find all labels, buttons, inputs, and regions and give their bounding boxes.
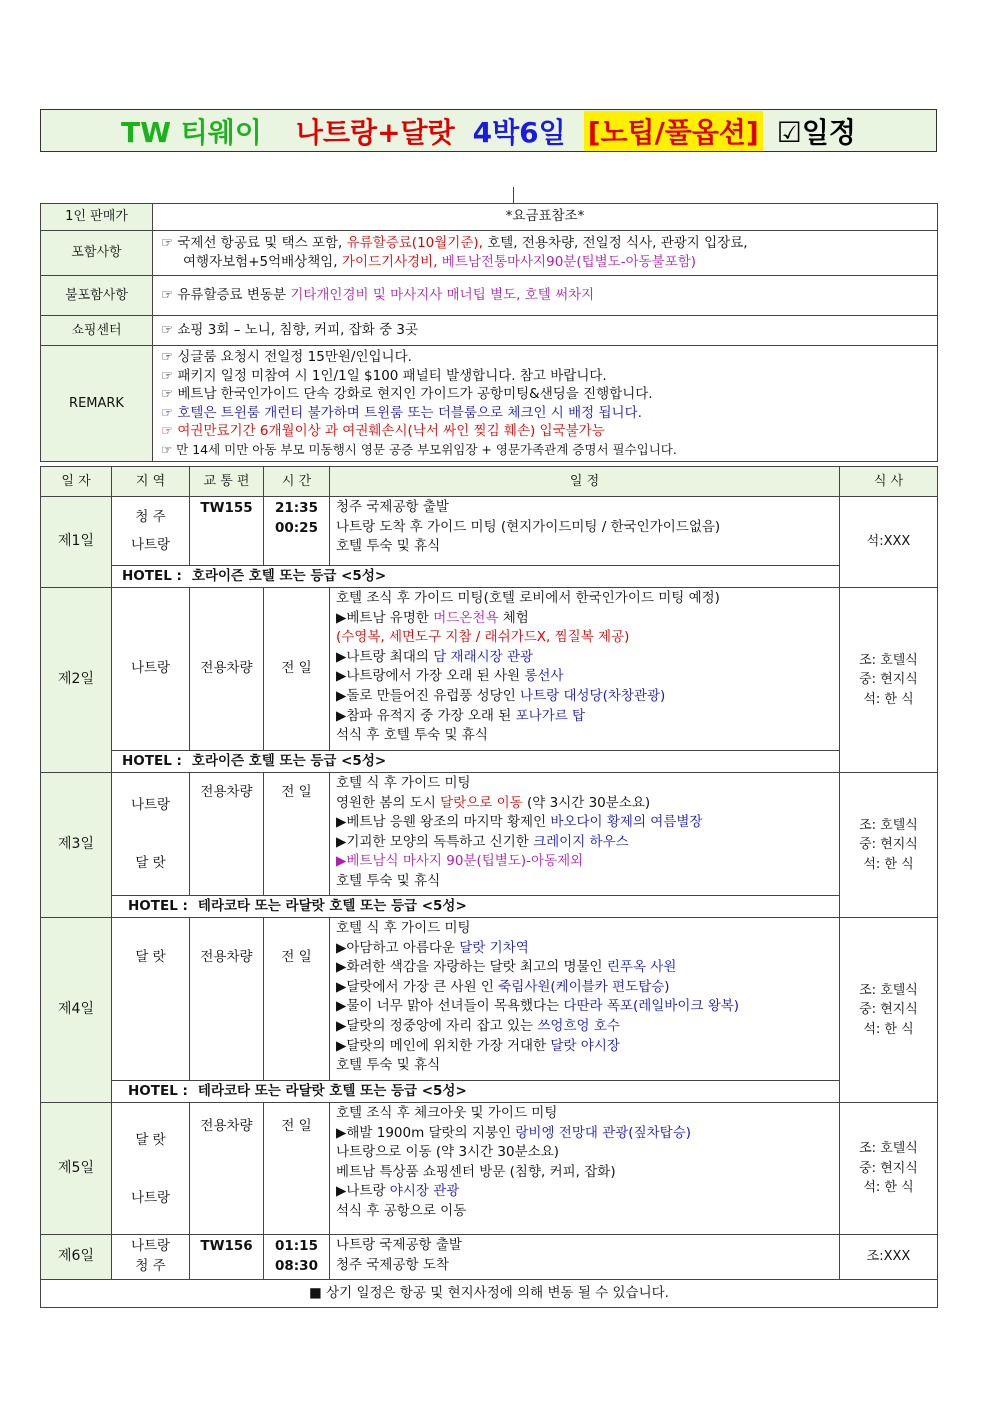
schedule-header-row — [41, 467, 938, 497]
region-spacer — [112, 816, 189, 852]
hotel-cell — [112, 1081, 840, 1103]
plan-line — [336, 794, 839, 814]
schedule-table — [40, 466, 938, 1308]
excluded-text: ☞ 유류할증료 변동분 — [161, 286, 291, 303]
excluded-extra: 기타개인경비 및 마사지사 매너팁 별도, 호텔 써차지 — [290, 286, 595, 303]
plan-text: ▶해발 1900m 달랏의 지붕인 — [336, 1124, 516, 1141]
day-label: 제4일 — [41, 918, 112, 1103]
header-time: 시 간 — [264, 467, 330, 497]
plan-text: ▶아담하고 아름다운 — [336, 939, 460, 956]
meal-cell — [840, 1103, 938, 1235]
meal-dinner: 석: 한 식 — [863, 1180, 914, 1196]
plan-highlight: 담 재래시장 관광 — [433, 648, 534, 665]
remark-line: ☞ 만 14세 미만 아동 부모 미동행시 영문 공증 부모위임장 + 영문가족관계 증명서 필수입니다. — [161, 441, 677, 457]
plan-highlight: 다딴라 폭포(레일바이크 왕복) — [563, 998, 740, 1015]
included-insurance: 여행자보험+5억배상책임, — [183, 254, 342, 270]
remark-value — [153, 346, 938, 462]
hotel-row — [41, 896, 938, 918]
header-region: 지 역 — [112, 467, 190, 497]
plan-line: 호텔 투숙 및 휴식 — [336, 538, 441, 555]
shopping-label: 쇼핑센터 — [41, 316, 153, 346]
remark-label: REMARK — [41, 346, 153, 462]
price-row — [41, 204, 938, 231]
plan-highlight: 포나가르 탑 — [515, 707, 586, 724]
region-cell — [112, 1103, 190, 1235]
region-bottom: 청 주 — [135, 1258, 166, 1274]
remark-row — [41, 346, 938, 462]
hotel-label: HOTEL : — [122, 567, 182, 584]
meal-breakfast: 조: 호텔식 — [859, 817, 918, 833]
plan-line: 호텔 투숙 및 휴식 — [336, 872, 441, 889]
region-top: 나트랑 — [130, 797, 171, 813]
plan-line — [336, 1017, 839, 1037]
plan-cell — [330, 497, 840, 566]
excluded-label: 불포함사항 — [41, 276, 153, 316]
meal-cell — [840, 918, 938, 1103]
plan-line — [336, 939, 839, 959]
plan-line: 호텔 식 후 가이드 미팅 — [336, 775, 471, 791]
hotel-name: 테라코타 또는 라달랏 호텔 또는 등급 <5성> — [197, 897, 467, 914]
plan-line — [336, 978, 839, 998]
included-line-2 — [161, 253, 937, 273]
transport-cell: TW156 — [190, 1235, 264, 1280]
transport-cell: 전용차량 — [190, 773, 264, 896]
day-label: 제2일 — [41, 588, 112, 773]
header-transport: 교 통 편 — [190, 467, 264, 497]
plan-line — [336, 707, 839, 727]
plan-line: 호텔 투숙 및 휴식 — [336, 1057, 441, 1074]
day-row — [41, 1103, 938, 1235]
included-value — [153, 231, 938, 276]
price-label: 1인 판매가 — [41, 204, 153, 231]
region-spacer — [112, 1151, 189, 1187]
remark-line: ☞ 여권만료기간 6개월이상 과 여권훼손시(낙서 싸인 찢김 훼손) 입국불가능 — [161, 423, 605, 439]
plan-line: ▶베트남식 마사지 90분(팁별도)-아동제외 — [336, 853, 584, 870]
plan-highlight: 죽림사원(케이블카 편도탑승) — [498, 978, 670, 995]
time-cell: 전 일 — [264, 918, 330, 1081]
hotel-name: 호라이즌 호텔 또는 등급 <5성> — [191, 567, 387, 584]
meal-dinner: 석: 한 식 — [863, 691, 914, 707]
included-text-2: 호텔, 전용차량, 전일정 식사, 관광지 입장료, — [482, 234, 748, 251]
hotel-label: HOTEL : — [128, 1082, 188, 1099]
hotel-row — [41, 1081, 938, 1103]
title-brand: TW 티웨이 — [121, 115, 262, 149]
transport-cell: 전용차량 — [190, 918, 264, 1081]
included-guide-fee: 가이드기사경비, — [341, 254, 438, 270]
plan-highlight: 린푸옥 사원 — [606, 959, 677, 976]
divider-tick — [513, 187, 514, 203]
plan-text: ▶기괴한 모양의 독특하고 신기한 — [336, 833, 534, 850]
time-cell: 전 일 — [264, 588, 330, 751]
included-line-1 — [161, 234, 937, 254]
meal-dinner: 석: 한 식 — [863, 1021, 914, 1037]
plan-line — [336, 687, 839, 707]
plan-line: 청주 국제공항 도착 — [336, 1256, 449, 1273]
transport-cell: 전용차량 — [190, 588, 264, 751]
plan-line: 나트랑으로 이동 (약 3시간 30분소요) — [336, 1144, 559, 1161]
plan-line: (수영복, 세면도구 지참 / 래쉬가드X, 찜질복 제공) — [336, 629, 630, 646]
plan-line — [336, 1124, 839, 1144]
plan-text: ▶달랏의 메인에 위치한 가장 거대한 — [336, 1037, 551, 1054]
region-top: 나트랑 — [130, 1238, 171, 1255]
excluded-value — [153, 276, 938, 316]
time-cell — [264, 497, 330, 566]
plan-text: ▶돌로 만들어진 유럽풍 성당인 — [336, 687, 521, 704]
plan-highlight: 바오다이 황제의 여름별장 — [550, 814, 703, 831]
plan-line: 나트랑 국제공항 출발 — [336, 1237, 462, 1253]
time-cell: 전 일 — [264, 773, 330, 896]
plan-line — [336, 833, 839, 853]
hotel-cell — [112, 566, 840, 588]
included-massage: 베트남전통마사지90분(팁별도-아동불포함) — [437, 254, 697, 270]
plan-text: 영원한 봄의 도시 — [336, 794, 441, 811]
price-value: *요금표참조* — [153, 204, 938, 231]
plan-highlight: 머드온천욕 — [433, 609, 499, 626]
plan-line: 나트랑 도착 후 가이드 미팅 (현지가이드미팅 / 한국인가이드없음) — [336, 518, 721, 535]
meal-lunch: 중: 현지식 — [859, 1160, 918, 1176]
hotel-label: HOTEL : — [128, 897, 188, 914]
region-cell: 나트랑 — [112, 588, 190, 751]
transport-cell: TW155 — [190, 497, 264, 566]
day-row — [41, 588, 938, 751]
day-row — [41, 918, 938, 1081]
footer-row — [41, 1280, 938, 1308]
shopping-value: ☞ 쇼핑 3회 – 노니, 침향, 커피, 잡화 중 3곳 — [153, 316, 938, 346]
plan-line — [336, 1182, 839, 1202]
plan-cell — [330, 1103, 840, 1235]
region-bottom: 나트랑 — [130, 537, 171, 553]
hotel-row — [41, 566, 938, 588]
plan-line — [336, 667, 839, 687]
title-nights: 4박6일 — [472, 115, 566, 149]
info-table — [40, 203, 938, 462]
region-cell — [112, 1235, 190, 1280]
title-route: 나트랑+달랏 — [295, 115, 455, 149]
included-row — [41, 231, 938, 276]
plan-highlight: 쓰엉흐엉 호수 — [537, 1017, 620, 1034]
header-day: 일 자 — [41, 467, 112, 497]
region-cell — [112, 497, 190, 566]
time-top: 21:35 — [275, 500, 318, 516]
region-bottom: 달 랏 — [135, 855, 166, 871]
meal-breakfast: 조: 호텔식 — [859, 1141, 918, 1157]
plan-line: 청주 국제공항 출발 — [336, 499, 449, 515]
meal-lunch: 중: 현지식 — [859, 672, 918, 688]
region-top: 달 랏 — [135, 1131, 166, 1148]
plan-line: 석식 후 공항으로 이동 — [336, 1202, 467, 1219]
hotel-name: 호라이즌 호텔 또는 등급 <5성> — [191, 752, 387, 769]
plan-cell — [330, 773, 840, 896]
meal-cell — [840, 773, 938, 918]
plan-text: ▶화려한 색감을 자랑하는 달랏 최고의 명물인 — [336, 959, 607, 976]
region-bottom: 나트랑 — [130, 1189, 171, 1206]
remark-line: ☞ 패키지 일정 미참여 시 1인/1일 $100 패널티 발생합니다. 참고 바랍니다. — [161, 367, 607, 384]
day-label: 제6일 — [41, 1235, 112, 1280]
day-row — [41, 773, 938, 896]
plan-highlight: 달랏 기차역 — [459, 939, 529, 956]
plan-text: ▶나트랑 — [336, 1183, 390, 1200]
included-fuel: 유류할증료(10월기준), — [346, 234, 483, 251]
remark-line: ☞ 싱글룸 요청시 전일정 15만원/인입니다. — [161, 349, 412, 365]
hotel-cell — [112, 751, 840, 773]
region-cell — [112, 773, 190, 896]
meal-dinner: 석: 한 식 — [863, 856, 914, 872]
title-schedule: ☑일정 — [776, 115, 856, 149]
meal-cell: 조:XXX — [840, 1235, 938, 1280]
plan-line — [336, 609, 839, 629]
hotel-row — [41, 751, 938, 773]
plan-line — [336, 648, 839, 668]
remark-line: ☞ 호텔은 트윈룸 개런티 불가하며 트윈룸 또는 더블룸으로 체크인 시 배정 됩니다. — [161, 404, 642, 421]
plan-line: 석식 후 호텔 투숙 및 휴식 — [336, 727, 488, 744]
plan-line — [336, 958, 839, 978]
hotel-name: 테라코타 또는 라달랏 호텔 또는 등급 <5성> — [197, 1082, 467, 1099]
plan-text: ▶나트랑에서 가장 오래 된 사원 — [336, 668, 525, 685]
day-label: 제5일 — [41, 1103, 112, 1235]
day-label: 제3일 — [41, 773, 112, 918]
included-text: ☞ 국제선 항공료 및 택스 포함, — [161, 234, 347, 251]
plan-highlight: 크레이지 하우스 — [533, 833, 629, 850]
time-bottom: 08:30 — [275, 1258, 318, 1274]
footer-note: ■ 상기 일정은 항공 및 현지사정에 의해 변동 될 수 있습니다. — [41, 1280, 938, 1308]
plan-highlight: 달랏으로 이동 — [440, 794, 523, 811]
plan-highlight: 야시장 관광 — [389, 1183, 460, 1200]
time-top: 01:15 — [275, 1238, 318, 1255]
plan-highlight: 롱선사 — [524, 668, 564, 685]
plan-text: ▶나트랑 최대의 — [336, 648, 434, 665]
plan-highlight: 달랏 야시장 — [550, 1037, 620, 1054]
plan-text: ▶베트남 유명한 — [336, 609, 434, 626]
plan-line — [336, 1037, 839, 1057]
plan-text: ▶참파 유적지 중 가장 오래 된 — [336, 707, 516, 724]
plan-line: 호텔 조식 후 가이드 미팅(호텔 로비에서 한국인가이드 미팅 예정) — [336, 590, 720, 606]
plan-highlight: 랑비엥 전망대 관광(짚차탑승) — [515, 1124, 691, 1141]
header-meal: 식 사 — [840, 467, 938, 497]
plan-cell — [330, 918, 840, 1081]
included-label: 포함사항 — [41, 231, 153, 276]
hotel-cell — [112, 896, 840, 918]
time-bottom: 00:25 — [275, 519, 318, 536]
region-top: 청 주 — [135, 509, 166, 525]
plan-text: ▶베트남 응웬 왕조의 마지막 황제인 — [336, 814, 551, 831]
plan-text: ▶달랏의 정중앙에 자리 잡고 있는 — [336, 1017, 538, 1034]
region-cell: 달 랏 — [112, 918, 190, 1081]
plan-text: 체험 — [498, 609, 529, 626]
time-cell: 전 일 — [264, 1103, 330, 1235]
day-row — [41, 1235, 938, 1280]
excluded-row — [41, 276, 938, 316]
title-type: [노팁/풀옵션] — [584, 111, 763, 151]
plan-text: (약 3시간 30분소요) — [522, 794, 651, 811]
plan-line — [336, 813, 839, 833]
meal-lunch: 중: 현지식 — [859, 837, 918, 853]
day-row — [41, 497, 938, 566]
plan-cell — [330, 588, 840, 751]
time-cell — [264, 1235, 330, 1280]
plan-cell — [330, 1235, 840, 1280]
page-title — [40, 109, 937, 152]
day-label: 제1일 — [41, 497, 112, 588]
meal-breakfast: 조: 호텔식 — [859, 982, 918, 998]
plan-line: 호텔 식 후 가이드 미팅 — [336, 920, 471, 936]
header-plan: 일 정 — [330, 467, 840, 497]
meal-cell: 석:XXX — [840, 497, 938, 588]
transport-cell: 전용차량 — [190, 1103, 264, 1235]
plan-text: ▶물이 너무 맑아 선녀들이 목욕했다는 — [336, 998, 564, 1015]
shopping-row — [41, 316, 938, 346]
remark-line: ☞ 베트남 한국인가이드 단속 강화로 현지인 가이드가 공항미팅&샌딩을 진행합니다. — [161, 386, 653, 402]
plan-highlight: 나트랑 대성당(차창관광) — [520, 687, 666, 704]
hotel-label: HOTEL : — [122, 752, 182, 769]
plan-line — [336, 997, 839, 1017]
meal-breakfast: 조: 호텔식 — [859, 652, 918, 668]
plan-line: 베트남 특상품 쇼핑센터 방문 (침향, 커피, 잡화) — [336, 1163, 616, 1180]
plan-text: ▶달랏에서 가장 큰 사원 인 — [336, 978, 499, 995]
meal-lunch: 중: 현지식 — [859, 1002, 918, 1018]
plan-line: 호텔 조식 후 체크아웃 및 가이드 미팅 — [336, 1105, 558, 1121]
meal-cell — [840, 588, 938, 773]
